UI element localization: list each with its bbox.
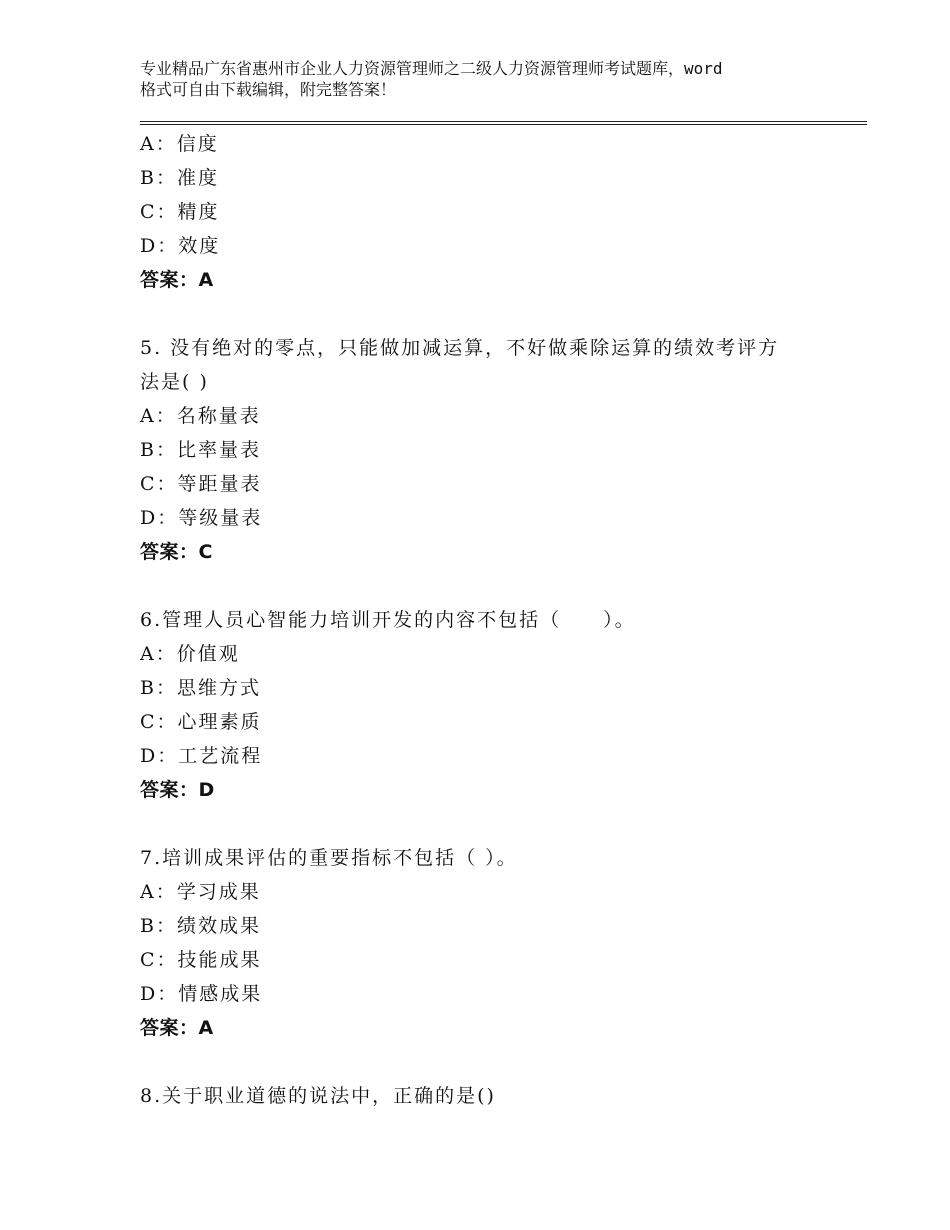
option-d: D：效度 [140, 235, 221, 257]
answer-line: 答案：C [140, 541, 213, 563]
option-b: B：准度 [140, 167, 219, 189]
question-text: 5. 没有绝对的零点，只能做加减运算，不好做乘除运算的绩效考评方 [140, 337, 780, 359]
question-text: 8.关于职业道德的说法中，正确的是() [140, 1085, 496, 1107]
question-block-prev [140, 127, 840, 297]
option-d: D：等级量表 [140, 507, 263, 529]
option-b: B：绩效成果 [140, 915, 261, 937]
answer-line: 答案：A [140, 1017, 214, 1039]
option-a: A：信度 [140, 133, 219, 155]
option-b: B：比率量表 [140, 439, 261, 461]
question-block-7 [140, 841, 840, 1045]
option-c: C：精度 [140, 201, 220, 223]
question-text: 法是( ) [140, 371, 209, 393]
question-block-5 [140, 331, 840, 569]
question-list [140, 127, 840, 1113]
question-block-8 [140, 1079, 840, 1113]
document-header [140, 58, 840, 100]
header-line-1: 专业精品广东省惠州市企业人力资源管理师之二级人力资源管理师考试题库，word [140, 59, 723, 78]
spacer [140, 1045, 840, 1079]
option-a: A：价值观 [140, 643, 240, 665]
header-line-2: 格式可自由下载编辑，附完整答案！ [140, 80, 397, 99]
option-a: A：名称量表 [140, 405, 261, 427]
question-text: 7.培训成果评估的重要指标不包括（ ）。 [140, 847, 518, 869]
option-d: D：情感成果 [140, 983, 263, 1005]
option-c: C：心理素质 [140, 711, 262, 733]
answer-line: 答案：D [140, 779, 215, 801]
answer-line: 答案：A [140, 269, 214, 291]
spacer [140, 569, 840, 603]
header-divider [140, 121, 867, 125]
option-b: B：思维方式 [140, 677, 261, 699]
option-c: C：等距量表 [140, 473, 262, 495]
option-a: A：学习成果 [140, 881, 261, 903]
spacer [140, 807, 840, 841]
option-c: C：技能成果 [140, 949, 262, 971]
option-d: D：工艺流程 [140, 745, 263, 767]
question-block-6 [140, 603, 840, 807]
question-text: 6.管理人员心智能力培训开发的内容不包括（ ）。 [140, 609, 636, 631]
spacer [140, 297, 840, 331]
